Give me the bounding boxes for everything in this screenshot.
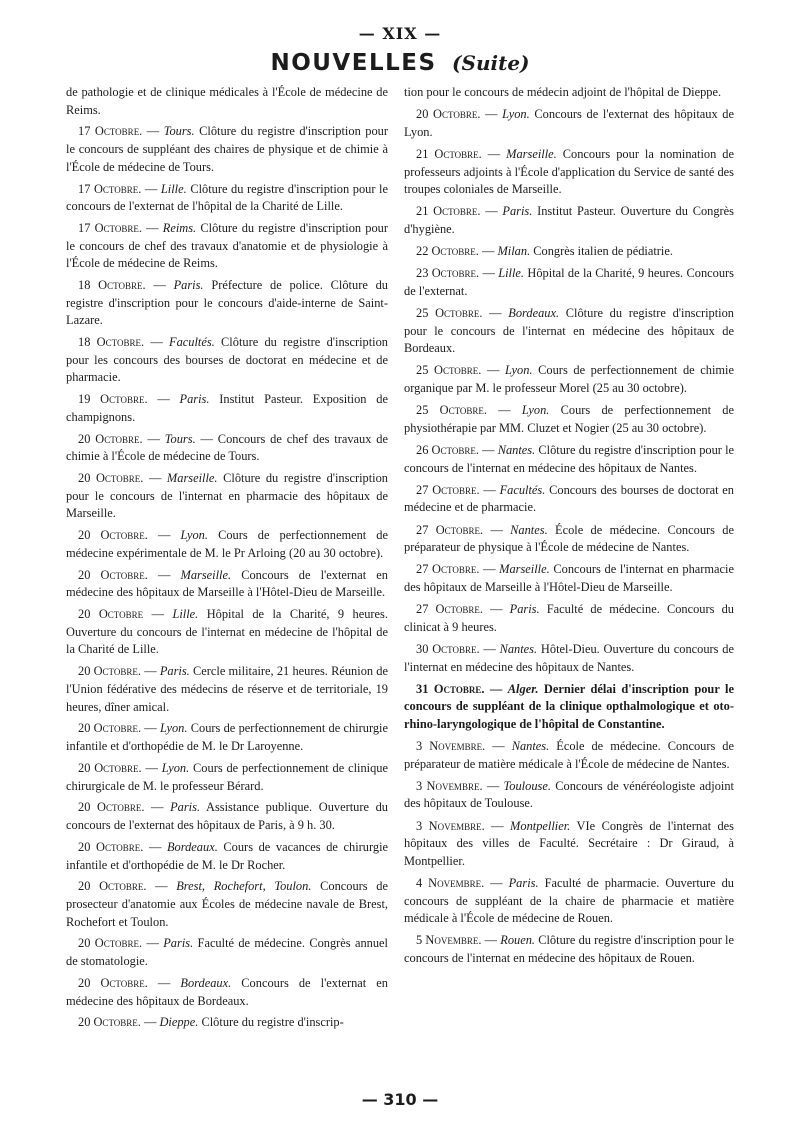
entry-date: 20 Octobre. (78, 431, 143, 446)
entry-city: Reims. (162, 221, 197, 236)
entry-date: 21 Octobre. (416, 204, 481, 219)
entry-city: Marseille. (499, 562, 550, 577)
news-entry: 20 Octobre. — Brest, Rochefort, Toulon. Concours de prosecteur d'anatomie aux Écoles de médecine navale de Brest, Rochefort et Toulon. (66, 879, 388, 929)
entry-text: Clôture du registre d'inscription pour les concours des bourses de doctorat en médecine et de pharmacie. (66, 335, 388, 385)
news-entry: 27 Octobre. — Facultés. Concours des bourses de doctorat en médecine et de pharmacie. (404, 482, 735, 515)
entry-date: 20 Octobre. (78, 839, 144, 854)
entry-city: Paris. (170, 800, 201, 815)
entry-date: 27 Octobre. (416, 562, 480, 577)
entry-date: 25 Octobre. (416, 403, 488, 418)
entry-text: Clôture du registre d'inscription pour le concours de chef des travaux d'anatomie et de physiologie à l'École de médecine de Reims. (66, 221, 388, 271)
entry-date: 20 Octobre (78, 607, 144, 622)
entry-date: 5 Novembre. (416, 933, 482, 948)
entry-city: Bordeaux. (166, 839, 218, 854)
entry-text: Hôpital de la Charité, 9 heures. Ouverture du concours de l'internat en médecine de l'hôpital de la Charité de Lille. (66, 607, 388, 657)
entry-city: Nantes. (511, 739, 550, 754)
news-entry: 17 Octobre. — Lille. Clôture du registre d'inscription pour le concours de l'externat de l'hôpital de la Charité de Lille. (66, 181, 388, 214)
entry-city: Facultés. (169, 335, 215, 350)
news-entry: 5 Novembre. — Rouen. Clôture du registre d'inscription pour le concours de l'internat en médecine des hôpitaux de Rouen. (404, 933, 735, 965)
page-title (0, 50, 800, 76)
entry-text: Institut Pasteur. Exposition de champignons. (66, 392, 388, 424)
entry-text: Concours de l'externat des hôpitaux de Lyon. (404, 107, 735, 139)
entry-city: Facultés. (499, 482, 546, 497)
news-entry: 20 Octobre — Lille. Hôpital de la Charité, 9 heures. Ouverture du concours de l'internat en médecine de l'hôpital de la Charité de Lille. (66, 607, 388, 657)
entry-date: 4 Novembre. (416, 876, 485, 891)
entry-text: Clôture du registre d'inscription pour le concours de l'internat en pharmacie des hôpitaux de Marseille. (66, 471, 388, 521)
entry-city: Nantes. (499, 641, 538, 656)
news-entry: 25 Octobre. — Lyon. Cours de perfectionnement de chimie organique par M. le professeur Morel (25 au 30 octobre). (404, 363, 735, 396)
entry-city: Nantes. (510, 522, 548, 537)
entry-text: Cercle militaire, 21 heures. Réunion de l'Union fédérative des médecins de réserve et de territoriale, 19 heures, dîner amical. (66, 664, 388, 714)
entry-date: 20 Octobre. (78, 936, 143, 951)
entry-text: Clôture du registre d'inscription pour le concours de l'internat en médecine des hôpitaux de Nantes. (404, 443, 735, 475)
entry-city: Bordeaux. (508, 306, 560, 321)
title-main: NOUVELLES (270, 50, 437, 76)
entry-text: Dernier délai d'inscription pour le concours de suppléant de la clinique opthalmologique et oto-rhino-laryngologique de l'hôpital de Constantine. (404, 681, 735, 731)
entry-city: Dieppe. (159, 1015, 199, 1030)
entry-date: 27 Octobre. (416, 522, 484, 537)
entry-text: Faculté de médecine. Congrès annuel de stomatologie. (66, 936, 389, 969)
entry-text: Clôture du registre d'inscription pour le concours de suppléant des chaires de physique et de chimie à l'École de médecine de Tours. (66, 124, 388, 174)
news-entry: 26 Octobre. — Nantes. Clôture du registre d'inscription pour le concours de l'internat en médecine des hôpitaux de Nantes. (404, 443, 735, 475)
entry-date: 20 Octobre. (78, 879, 147, 894)
entry-text: Congrès italien de pédiatrie. (533, 244, 673, 259)
news-entry: 25 Octobre. — Bordeaux. Clôture du registre d'inscription pour le concours de l'internat en médecine des hôpitaux de Bordeaux. (404, 306, 734, 356)
news-entry: 20 Octobre. — Marseille. Concours de l'externat en médecine des hôpitaux de Marseille à l'Hôtel-Dieu de Marseille. (66, 567, 388, 600)
entry-date: 20 Octobre. (78, 1015, 141, 1030)
entry-city: Brest, Rochefort, Toulon. (176, 879, 312, 894)
entry-text: Institut Pasteur. Ouverture du Congrès d'hygiène. (404, 204, 734, 236)
entry-city: Rouen. (500, 933, 536, 948)
folio: — XIX — (358, 24, 442, 43)
entry-date: 20 Octobre. (78, 800, 145, 815)
entry-city: Paris. (508, 876, 539, 891)
entry-city: Lyon. (161, 760, 190, 775)
entry-text: Clôture du registre d'inscription pour le concours de l'externat de l'hôpital de la Charité de Lille. (66, 181, 388, 214)
news-entry (66, 84, 388, 119)
entry-city: Tours. (163, 124, 195, 139)
entry-text: Concours de l'externat en médecine des hôpitaux de Marseille à l'Hôtel-Dieu de Marseille. (66, 567, 388, 600)
entry-date: 3 Novembre. (416, 778, 483, 793)
entry-city: Paris. (159, 664, 190, 679)
news-entry: 22 Octobre. — Milan. Congrès italien de pédiatrie. (416, 244, 673, 259)
news-entry: 20 Octobre. — Lyon. Cours de perfectionnement de médecine expérimentale de M. le Pr Arloing (20 au 30 octobre). (66, 528, 389, 560)
entry-text: Concours pour la nomination de professeurs adjoints à l'École d'application du Service de santé des troupes coloniales de Marseille. (404, 146, 734, 197)
entry-city: Lyon. (505, 363, 533, 378)
entry-date: 3 Novembre. (416, 818, 485, 833)
entry-text: Assistance publique. Ouverture du concours de l'externat des hôpitaux de Paris, à 9 h. 30. (66, 800, 388, 833)
entry-date: 31 Octobre. (416, 681, 485, 696)
entry-city: Marseille. (166, 471, 218, 486)
entry-text: Cours de perfectionnement de clinique chirurgicale de M. le professeur Bérard. (66, 760, 388, 793)
entry-city: Marseille. (180, 567, 232, 582)
entry-date: 20 Octobre. (78, 528, 148, 543)
entry-text: Concours de l'internat en pharmacie des hôpitaux de Marseille à l'Hôtel-Dieu de Marseille. (404, 562, 734, 594)
entry-date: 22 Octobre. (416, 244, 479, 259)
news-entry: 18 Octobre. — Paris. Préfecture de police. Clôture du registre d'inscription pour le concours d'aide-interne de Saint-Lazare. (66, 278, 389, 328)
news-entry: 20 Octobre. — Tours. — Concours de chef des travaux de chimie à l'École de médecine de Tours. (66, 431, 389, 464)
entry-city: Lille. (172, 607, 199, 622)
entry-date: 18 Octobre. (78, 278, 146, 293)
news-entry: 31 Octobre. — Alger. Dernier délai d'inscription pour le concours de suppléant de la clinique opthalmologique et oto-rhino-laryngologique de l'hôpital de Constantine. (404, 681, 735, 731)
entry-city: Tours. (164, 431, 196, 446)
entry-text: Clôture du registre d'inscription pour le concours de l'internat en médecine des hôpitaux de Bordeaux. (404, 306, 734, 356)
entry-date: 20 Octobre. (78, 721, 142, 736)
news-entry: 17 Octobre. — Tours. Clôture du registre d'inscription pour le concours de suppléant des chaires de physique et de chimie à l'École de médecine de Tours. (66, 124, 388, 174)
entry-date: 20 Octobre. (78, 975, 148, 990)
news-entry: 20 Octobre. — Dieppe. Clôture du registre d'inscrip- (78, 1015, 344, 1030)
entry-date: 17 Octobre. (78, 221, 142, 236)
entry-date: 25 Octobre. (416, 363, 482, 378)
entry-date: 20 Octobre. (416, 107, 481, 122)
entry-date: 17 Octobre. (78, 181, 142, 196)
entry-text: Cours de perfectionnement de chirurgie infantile et d'orthopédie de M. le Dr Laroyenne. (66, 721, 388, 754)
entry-date: 20 Octobre. (78, 471, 144, 486)
entry-date: 27 Octobre. (416, 602, 483, 617)
entry-city: Paris. (509, 602, 540, 617)
entry-text: VIe Congrès de l'internat des hôpitaux des villes de Faculté. Secrétaire : Dr Giraud, à Montpellier. (404, 818, 735, 868)
news-entry: 20 Octobre. — Marseille. Clôture du registre d'inscription pour le concours de l'internat en pharmacie des hôpitaux de Marseille. (66, 471, 388, 521)
entry-text: de pathologie et de clinique médicales à l'École de médecine de Reims. (66, 85, 388, 117)
entry-text: Cours de perfectionnement de chimie organique par M. le professeur Morel (25 au 30 octobre). (404, 363, 735, 396)
entry-city: Lille. (498, 266, 525, 281)
news-entry: 4 Novembre. — Paris. Faculté de pharmacie. Ouverture du concours de suppléant de la chaire de pharmacie et matière médicale à l'École de médecine de Rouen. (404, 876, 734, 926)
entry-city: Milan. (497, 244, 531, 259)
entry-city: Lyon. (521, 403, 550, 418)
entry-date: 18 Octobre. (78, 335, 145, 350)
news-entry: 27 Octobre. — Nantes. École de médecine. Concours de préparateur de physique à l'École de médecine de Nantes. (404, 522, 734, 555)
news-entry: 30 Octobre. — Nantes. Hôtel-Dieu. Ouverture du concours de l'internat en médecine des hôpitaux de Nantes. (404, 641, 734, 674)
title-suffix: (Suite) (452, 51, 530, 75)
entry-city: Lyon. (502, 107, 530, 122)
news-entry: 20 Octobre. — Paris. Faculté de médecine. Congrès annuel de stomatologie. (66, 936, 389, 969)
entry-city: Lyon. (180, 528, 208, 543)
entry-date: 20 Octobre. (78, 760, 142, 775)
entry-text: Cours de vacances de chirurgie infantile et d'orthopédie de M. le Dr Rocher. (66, 839, 389, 872)
news-entry: 20 Octobre. — Lyon. Concours de l'externat des hôpitaux de Lyon. (404, 107, 735, 139)
entry-text: Clôture du registre d'inscription pour le concours de l'internat en médecine des hôpitaux de Rouen. (404, 933, 735, 965)
news-entry: 23 Octobre. — Lille. Hôpital de la Charité, 9 heures. Concours de l'externat. (404, 266, 734, 298)
entry-date: 27 Octobre. (416, 482, 480, 497)
news-entry (404, 84, 734, 102)
right-column (404, 84, 734, 972)
news-entry: 20 Octobre. — Paris. Assistance publique. Ouverture du concours de l'externat des hôpitaux de Paris, à 9 h. 30. (66, 800, 388, 833)
entry-date: 17 Octobre. (78, 124, 143, 139)
news-entry: 3 Novembre. — Nantes. École de médecine. Concours de préparateur de matière médicale à l'École de médecine de Nantes. (404, 739, 734, 771)
entry-date: 20 Octobre. (78, 664, 141, 679)
entry-text: Hôtel-Dieu. Ouverture du concours de l'internat en médecine des hôpitaux de Nantes. (404, 641, 734, 674)
entry-text: tion pour le concours de médecin adjoint de l'hôpital de Dieppe. (404, 85, 722, 99)
entry-city: Lille. (160, 181, 187, 196)
entry-text: Concours de l'externat en médecine des hôpitaux de Bordeaux. (66, 975, 388, 1008)
entry-city: Paris. (502, 204, 533, 219)
entry-city: Alger. (507, 681, 539, 696)
entry-text: Concours de vénéréologiste adjoint des hôpitaux de Toulouse. (404, 778, 734, 811)
news-entry: 3 Novembre. — Toulouse. Concours de vénéréologiste adjoint des hôpitaux de Toulouse. (404, 778, 734, 811)
entry-text: Préfecture de police. Clôture du registre d'inscription pour le concours d'aide-interne de Saint-Lazare. (66, 278, 389, 328)
news-entry: 20 Octobre. — Lyon. Cours de perfectionnement de clinique chirurgicale de M. le professeur Bérard. (66, 760, 388, 793)
entry-city: Paris. (163, 936, 194, 951)
entry-text: École de médecine. Concours de préparateur de matière médicale à l'École de médecine de Nantes. (404, 739, 734, 771)
news-entry: 27 Octobre. — Paris. Faculté de médecine. Concours du clinicat à 9 heures. (404, 602, 734, 634)
entry-text: Cours de perfectionnement de médecine expérimentale de M. le Pr Arloing (20 au 30 octobre). (66, 528, 389, 560)
entry-city: Nantes. (497, 443, 536, 458)
entry-city: Lyon. (159, 721, 188, 736)
news-entry: 19 Octobre. — Paris. Institut Pasteur. Exposition de champignons. (66, 392, 388, 424)
news-entry: 20 Octobre. — Bordeaux. Concours de l'externat en médecine des hôpitaux de Bordeaux. (66, 975, 388, 1008)
entry-city: Montpellier. (510, 818, 571, 833)
entry-text: École de médecine. Concours de préparateur de physique à l'École de médecine de Nantes. (404, 522, 734, 555)
news-entry: 21 Octobre. — Paris. Institut Pasteur. Ouverture du Congrès d'hygiène. (404, 204, 734, 236)
news-entry: 25 Octobre. — Lyon. Cours de perfectionnement de physiothérapie par MM. Cluzet et Nogier (25 au 30 octobre). (404, 403, 734, 435)
entry-city: Marseille. (506, 146, 557, 161)
entry-date: 23 Octobre. (416, 266, 480, 281)
entry-date: 25 Octobre. (416, 306, 483, 321)
news-entry: 21 Octobre. — Marseille. Concours pour la nomination de professeurs adjoints à l'École d'application du Service de santé des troupes coloniales de Marseille. (404, 146, 734, 197)
left-column (66, 84, 388, 1036)
entry-text: — Concours de chef des travaux de chimie à l'École de médecine de Tours. (66, 431, 389, 464)
page-number: — 310 — (361, 1090, 439, 1109)
entry-date: 19 Octobre. (78, 392, 148, 407)
entry-date: 20 Octobre. (78, 567, 148, 582)
entry-text: Hôpital de la Charité, 9 heures. Concours de l'externat. (404, 266, 734, 298)
entry-city: Paris. (173, 278, 204, 293)
entry-city: Toulouse. (503, 778, 551, 793)
entry-text: Faculté de médecine. Concours du clinicat à 9 heures. (404, 602, 734, 634)
news-entry: 20 Octobre. — Bordeaux. Cours de vacances de chirurgie infantile et d'orthopédie de M. le Dr Rocher. (66, 839, 389, 872)
news-entry: 17 Octobre. — Reims. Clôture du registre d'inscription pour le concours de chef des travaux d'anatomie et de physiologie à l'École de médecine de Reims. (66, 221, 388, 271)
entry-text: Concours des bourses de doctorat en médecine et de pharmacie. (404, 482, 735, 515)
entry-city: Paris. (179, 392, 210, 407)
entry-date: 26 Octobre. (416, 443, 479, 458)
entry-city: Bordeaux. (180, 975, 232, 990)
entry-text: Concours de prosecteur d'anatomie aux Écoles de médecine navale de Brest, Rochefort et Toulon. (66, 879, 388, 929)
news-entry: 18 Octobre. — Facultés. Clôture du registre d'inscription pour les concours des bourses de doctorat en médecine et de pharmacie. (66, 335, 388, 385)
entry-text: Faculté de pharmacie. Ouverture du concours de suppléant de la chaire de pharmacie et matière médicale à l'École de médecine de Rouen. (404, 876, 734, 926)
entry-date: 21 Octobre. (416, 146, 482, 161)
entry-date: 3 Novembre. (416, 739, 486, 754)
entry-text: Clôture du registre d'inscrip- (201, 1015, 344, 1030)
news-entry: 20 Octobre. — Paris. Cercle militaire, 21 heures. Réunion de l'Union fédérative des médecins de réserve et de territoriale, 19 heures, dîner amical. (66, 664, 388, 714)
news-entry: 27 Octobre. — Marseille. Concours de l'internat en pharmacie des hôpitaux de Marseille à l'Hôtel-Dieu de Marseille. (404, 562, 734, 594)
entry-text: Cours de perfectionnement de physiothérapie par MM. Cluzet et Nogier (25 au 30 octobre). (404, 403, 734, 435)
news-entry: 3 Novembre. — Montpellier. VIe Congrès de l'internat des hôpitaux des villes de Faculté. Secrétaire : Dr Giraud, à Montpellier. (404, 818, 735, 868)
news-entry: 20 Octobre. — Lyon. Cours de perfectionnement de chirurgie infantile et d'orthopédie de M. le Dr Laroyenne. (66, 721, 388, 754)
entry-date: 30 Octobre. (416, 641, 480, 656)
